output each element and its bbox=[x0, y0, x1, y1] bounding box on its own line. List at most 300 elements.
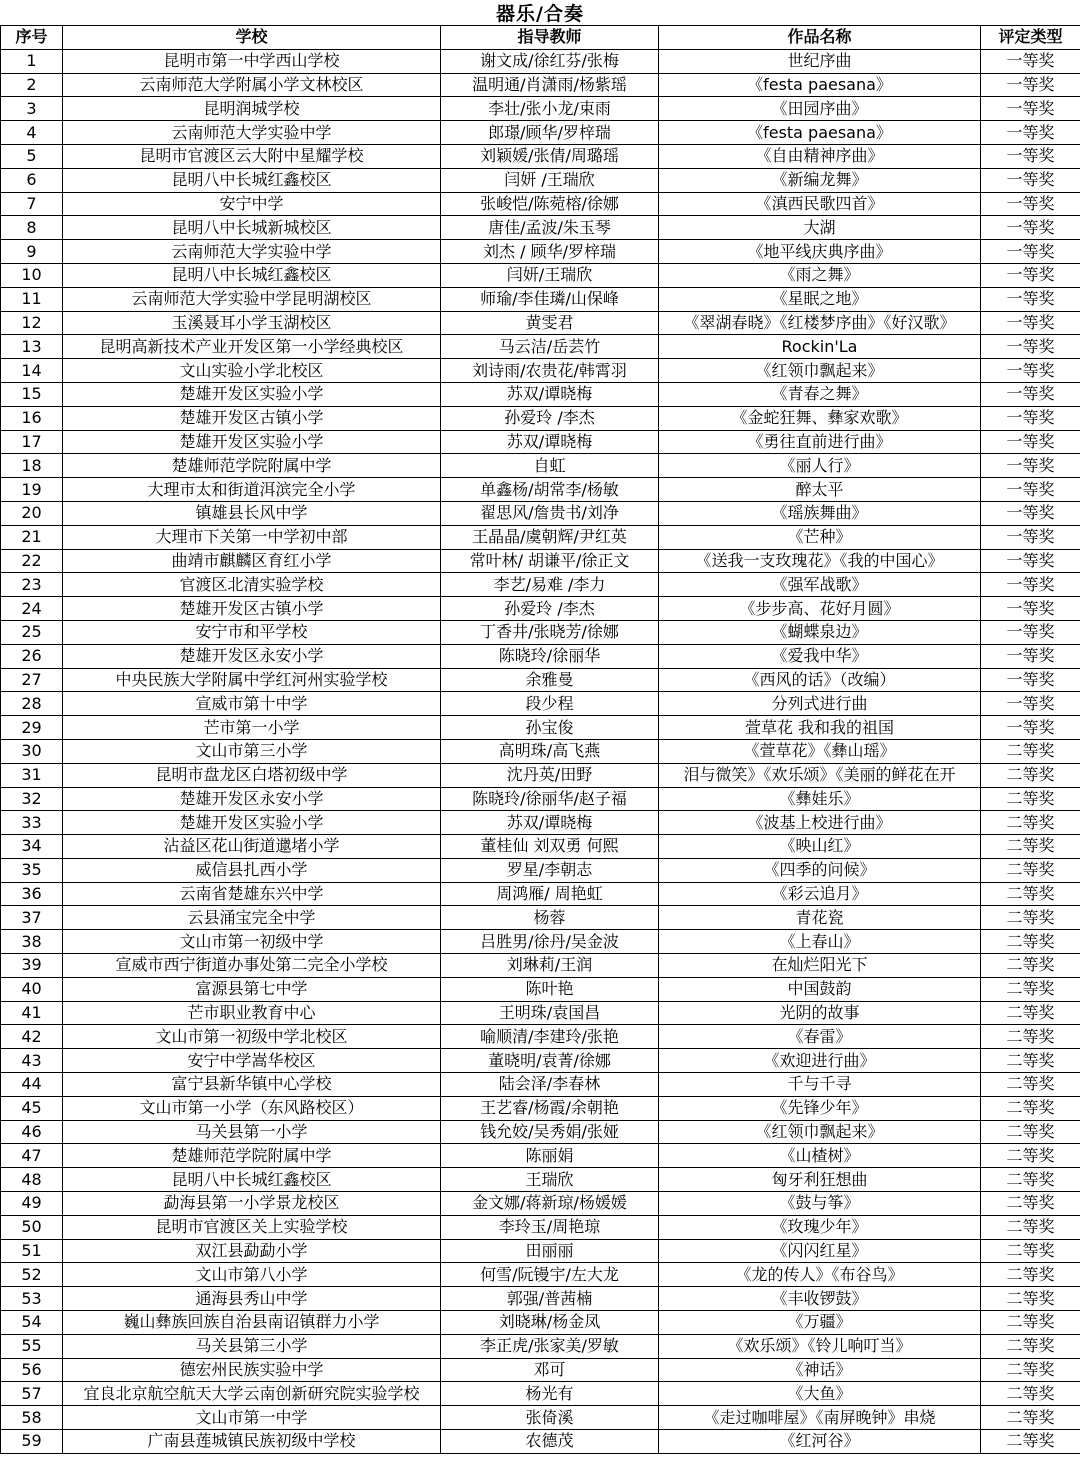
cell-work-title: 《星眠之地》 bbox=[659, 287, 981, 311]
cell-index: 40 bbox=[1, 977, 63, 1001]
cell-index: 6 bbox=[1, 168, 63, 192]
cell-index: 45 bbox=[1, 1096, 63, 1120]
table-row bbox=[1, 216, 1080, 240]
cell-teachers: 陈丽娟 bbox=[441, 1144, 659, 1168]
cell-work-title: 分列式进行曲 bbox=[659, 692, 981, 716]
cell-award: 一等奖 bbox=[981, 549, 1080, 573]
cell-index: 1 bbox=[1, 49, 63, 73]
cell-school: 官渡区北清实验学校 bbox=[63, 573, 441, 597]
cell-work-title: Rockin'La bbox=[659, 335, 981, 359]
cell-school: 昆明八中长城红鑫校区 bbox=[63, 1168, 441, 1192]
cell-award: 一等奖 bbox=[981, 620, 1080, 644]
cell-teachers: 李艺/易难 /李力 bbox=[441, 573, 659, 597]
cell-school: 威信县扎西小学 bbox=[63, 858, 441, 882]
cell-teachers: 张倚溪 bbox=[441, 1406, 659, 1430]
cell-teachers: 高明珠/高飞燕 bbox=[441, 739, 659, 763]
cell-school: 广南县莲城镇民族初级中学校 bbox=[63, 1430, 441, 1454]
table-row bbox=[1, 620, 1080, 644]
cell-index: 11 bbox=[1, 287, 63, 311]
cell-award: 一等奖 bbox=[981, 168, 1080, 192]
table-row bbox=[1, 192, 1080, 216]
table-row bbox=[1, 430, 1080, 454]
cell-index: 54 bbox=[1, 1311, 63, 1335]
cell-index: 49 bbox=[1, 1192, 63, 1216]
cell-school: 中央民族大学附属中学红河州实验学校 bbox=[63, 668, 441, 692]
cell-teachers: 农德茂 bbox=[441, 1430, 659, 1454]
cell-teachers: 余雅曼 bbox=[441, 668, 659, 692]
cell-school: 云南师范大学实验中学 bbox=[63, 240, 441, 264]
cell-award: 一等奖 bbox=[981, 192, 1080, 216]
cell-index: 51 bbox=[1, 1239, 63, 1263]
cell-school: 安宁市和平学校 bbox=[63, 620, 441, 644]
cell-work-title: 光阴的故事 bbox=[659, 1001, 981, 1025]
cell-award: 一等奖 bbox=[981, 406, 1080, 430]
cell-index: 50 bbox=[1, 1215, 63, 1239]
cell-work-title: 《鼓与筝》 bbox=[659, 1192, 981, 1216]
cell-index: 15 bbox=[1, 382, 63, 406]
cell-award: 二等奖 bbox=[981, 1430, 1080, 1454]
cell-index: 4 bbox=[1, 121, 63, 145]
cell-index: 58 bbox=[1, 1406, 63, 1430]
cell-work-title: 《欢乐颂》《铃儿响叮当》 bbox=[659, 1334, 981, 1358]
cell-work-title: 《丽人行》 bbox=[659, 454, 981, 478]
cell-index: 9 bbox=[1, 240, 63, 264]
cell-award: 一等奖 bbox=[981, 121, 1080, 145]
table-row bbox=[1, 335, 1080, 359]
cell-teachers: 陆会泽/李春林 bbox=[441, 1073, 659, 1097]
table-row bbox=[1, 311, 1080, 335]
table-body bbox=[1, 49, 1080, 1453]
cell-index: 46 bbox=[1, 1120, 63, 1144]
table-row bbox=[1, 1239, 1080, 1263]
cell-teachers: 王艺睿/杨霞/余朝艳 bbox=[441, 1096, 659, 1120]
cell-teachers: 刘杰 / 顾华/罗梓瑞 bbox=[441, 240, 659, 264]
cell-school: 通海县秀山中学 bbox=[63, 1287, 441, 1311]
cell-award: 一等奖 bbox=[981, 240, 1080, 264]
cell-teachers: 翟思风/詹贵书/刘净 bbox=[441, 501, 659, 525]
table-row bbox=[1, 954, 1080, 978]
cell-award: 一等奖 bbox=[981, 668, 1080, 692]
cell-index: 24 bbox=[1, 597, 63, 621]
cell-index: 56 bbox=[1, 1358, 63, 1382]
cell-work-title: 《先锋少年》 bbox=[659, 1096, 981, 1120]
cell-school: 昆明市官渡区关上实验学校 bbox=[63, 1215, 441, 1239]
cell-teachers: 王瑞欣 bbox=[441, 1168, 659, 1192]
cell-index: 42 bbox=[1, 1025, 63, 1049]
cell-work-title: 《蝴蝶泉边》 bbox=[659, 620, 981, 644]
cell-award: 一等奖 bbox=[981, 216, 1080, 240]
cell-teachers: 苏双/谭晓梅 bbox=[441, 382, 659, 406]
table-row bbox=[1, 1358, 1080, 1382]
cell-award: 二等奖 bbox=[981, 882, 1080, 906]
table-row bbox=[1, 763, 1080, 787]
cell-award: 一等奖 bbox=[981, 573, 1080, 597]
table-row bbox=[1, 549, 1080, 573]
cell-work-title: 《强军战歌》 bbox=[659, 573, 981, 597]
cell-index: 13 bbox=[1, 335, 63, 359]
table-row bbox=[1, 716, 1080, 740]
table-row bbox=[1, 1382, 1080, 1406]
cell-index: 43 bbox=[1, 1049, 63, 1073]
cell-index: 22 bbox=[1, 549, 63, 573]
cell-work-title: 《红河谷》 bbox=[659, 1430, 981, 1454]
cell-work-title: 《映山红》 bbox=[659, 835, 981, 859]
cell-work-title: 《地平线庆典序曲》 bbox=[659, 240, 981, 264]
cell-work-title: 《春雷》 bbox=[659, 1025, 981, 1049]
table-row bbox=[1, 97, 1080, 121]
cell-award: 一等奖 bbox=[981, 97, 1080, 121]
cell-award: 二等奖 bbox=[981, 1073, 1080, 1097]
table-row bbox=[1, 668, 1080, 692]
cell-index: 8 bbox=[1, 216, 63, 240]
cell-work-title: 大湖 bbox=[659, 216, 981, 240]
table-row bbox=[1, 501, 1080, 525]
cell-award: 二等奖 bbox=[981, 1311, 1080, 1335]
cell-school: 云南师范大学实验中学 bbox=[63, 121, 441, 145]
table-row bbox=[1, 525, 1080, 549]
cell-work-title: 《萱草花》《彝山瑶》 bbox=[659, 739, 981, 763]
cell-work-title: 《勇往直前进行曲》 bbox=[659, 430, 981, 454]
table-row bbox=[1, 1001, 1080, 1025]
cell-award: 一等奖 bbox=[981, 335, 1080, 359]
cell-school: 楚雄开发区实验小学 bbox=[63, 430, 441, 454]
cell-index: 21 bbox=[1, 525, 63, 549]
cell-teachers: 孙爱玲 /李杰 bbox=[441, 597, 659, 621]
cell-work-title: 《自由精神序曲》 bbox=[659, 144, 981, 168]
cell-work-title: 《送我一支玫瑰花》《我的中国心》 bbox=[659, 549, 981, 573]
table-row bbox=[1, 263, 1080, 287]
cell-award: 二等奖 bbox=[981, 1287, 1080, 1311]
table-row bbox=[1, 1192, 1080, 1216]
cell-work-title: 《上春山》 bbox=[659, 930, 981, 954]
cell-index: 30 bbox=[1, 739, 63, 763]
cell-award: 一等奖 bbox=[981, 263, 1080, 287]
cell-teachers: 黄雯君 bbox=[441, 311, 659, 335]
cell-index: 41 bbox=[1, 1001, 63, 1025]
table-row bbox=[1, 359, 1080, 383]
cell-index: 38 bbox=[1, 930, 63, 954]
cell-work-title: 《雨之舞》 bbox=[659, 263, 981, 287]
table-row bbox=[1, 1263, 1080, 1287]
cell-work-title: 《红领巾飘起来》 bbox=[659, 1120, 981, 1144]
cell-award: 二等奖 bbox=[981, 1358, 1080, 1382]
cell-work-title: 《爱我中华》 bbox=[659, 644, 981, 668]
cell-school: 昆明市第一中学西山学校 bbox=[63, 49, 441, 73]
cell-work-title: 《红领巾飘起来》 bbox=[659, 359, 981, 383]
cell-teachers: 陈晓玲/徐丽华 bbox=[441, 644, 659, 668]
cell-school: 安宁中学嵩华校区 bbox=[63, 1049, 441, 1073]
cell-work-title: 《彝娃乐》 bbox=[659, 787, 981, 811]
table-row bbox=[1, 240, 1080, 264]
cell-school: 云南省楚雄东兴中学 bbox=[63, 882, 441, 906]
table-row bbox=[1, 597, 1080, 621]
table-row bbox=[1, 1025, 1080, 1049]
cell-award: 一等奖 bbox=[981, 501, 1080, 525]
table-row bbox=[1, 1334, 1080, 1358]
cell-teachers: 金文娜/蒋新琼/杨媛媛 bbox=[441, 1192, 659, 1216]
cell-index: 37 bbox=[1, 906, 63, 930]
table-row bbox=[1, 73, 1080, 97]
cell-work-title: 《玫瑰少年》 bbox=[659, 1215, 981, 1239]
cell-teachers: 何雪/阮镘宇/左大龙 bbox=[441, 1263, 659, 1287]
cell-teachers: 刘琳莉/王润 bbox=[441, 954, 659, 978]
cell-work-title: 《青春之舞》 bbox=[659, 382, 981, 406]
cell-work-title: 《滇西民歌四首》 bbox=[659, 192, 981, 216]
cell-teachers: 郭强/普茜楠 bbox=[441, 1287, 659, 1311]
cell-award: 二等奖 bbox=[981, 763, 1080, 787]
cell-award: 二等奖 bbox=[981, 811, 1080, 835]
cell-index: 27 bbox=[1, 668, 63, 692]
cell-index: 59 bbox=[1, 1430, 63, 1454]
cell-award: 二等奖 bbox=[981, 1263, 1080, 1287]
cell-award: 二等奖 bbox=[981, 1382, 1080, 1406]
cell-school: 文山市第一初级中学北校区 bbox=[63, 1025, 441, 1049]
cell-teachers: 苏双/谭晓梅 bbox=[441, 811, 659, 835]
table-row bbox=[1, 906, 1080, 930]
table-row bbox=[1, 1120, 1080, 1144]
cell-teachers: 沈丹英/田野 bbox=[441, 763, 659, 787]
cell-school: 文山市第一中学 bbox=[63, 1406, 441, 1430]
cell-teachers: 喻顺清/李建玲/张艳 bbox=[441, 1025, 659, 1049]
table-row bbox=[1, 1049, 1080, 1073]
table-row bbox=[1, 1144, 1080, 1168]
table-row bbox=[1, 858, 1080, 882]
cell-school: 楚雄开发区古镇小学 bbox=[63, 597, 441, 621]
table-row bbox=[1, 478, 1080, 502]
cell-school: 芒市第一小学 bbox=[63, 716, 441, 740]
cell-work-title: 萱草花 我和我的祖国 bbox=[659, 716, 981, 740]
cell-work-title: 醉太平 bbox=[659, 478, 981, 502]
cell-school: 昆明高新技术产业开发区第一小学经典校区 bbox=[63, 335, 441, 359]
table-row bbox=[1, 1311, 1080, 1335]
cell-work-title: 青花瓷 bbox=[659, 906, 981, 930]
cell-school: 昆明八中长城新城校区 bbox=[63, 216, 441, 240]
cell-work-title: 《金蛇狂舞、彝家欢歌》 bbox=[659, 406, 981, 430]
cell-award: 一等奖 bbox=[981, 73, 1080, 97]
cell-index: 26 bbox=[1, 644, 63, 668]
cell-school: 沾益区花山街道邋堵小学 bbox=[63, 835, 441, 859]
cell-work-title: 《西风的话》（改编） bbox=[659, 668, 981, 692]
cell-school: 宜良北京航空航天大学云南创新研究院实验学校 bbox=[63, 1382, 441, 1406]
cell-teachers: 董晓明/袁菁/徐娜 bbox=[441, 1049, 659, 1073]
cell-work-title: 泪与微笑》《欢乐颂》《美丽的鲜花在开 bbox=[659, 763, 981, 787]
cell-teachers: 钱允姣/吴秀娟/张娅 bbox=[441, 1120, 659, 1144]
cell-work-title: 世纪序曲 bbox=[659, 49, 981, 73]
cell-teachers: 邓可 bbox=[441, 1358, 659, 1382]
cell-award: 一等奖 bbox=[981, 144, 1080, 168]
cell-school: 楚雄开发区永安小学 bbox=[63, 787, 441, 811]
table-row bbox=[1, 573, 1080, 597]
cell-school: 云南师范大学实验中学昆明湖校区 bbox=[63, 287, 441, 311]
cell-teachers: 周鸿雁/ 周艳虹 bbox=[441, 882, 659, 906]
cell-school: 文山市第一初级中学 bbox=[63, 930, 441, 954]
cell-index: 10 bbox=[1, 263, 63, 287]
cell-teachers: 吕胜男/徐丹/吴金波 bbox=[441, 930, 659, 954]
cell-work-title: 《翠湖春晓》《红楼梦序曲》《好汉歌》 bbox=[659, 311, 981, 335]
cell-index: 55 bbox=[1, 1334, 63, 1358]
cell-index: 31 bbox=[1, 763, 63, 787]
table-row bbox=[1, 1096, 1080, 1120]
table-row bbox=[1, 1073, 1080, 1097]
cell-index: 36 bbox=[1, 882, 63, 906]
cell-work-title: 《四季的问候》 bbox=[659, 858, 981, 882]
cell-award: 二等奖 bbox=[981, 835, 1080, 859]
cell-work-title: 《丰收锣鼓》 bbox=[659, 1287, 981, 1311]
table-row bbox=[1, 644, 1080, 668]
cell-award: 一等奖 bbox=[981, 716, 1080, 740]
table-row bbox=[1, 1287, 1080, 1311]
cell-award: 二等奖 bbox=[981, 1168, 1080, 1192]
cell-award: 二等奖 bbox=[981, 906, 1080, 930]
cell-teachers: 田丽丽 bbox=[441, 1239, 659, 1263]
cell-teachers: 陈晓玲/徐丽华/赵子福 bbox=[441, 787, 659, 811]
cell-index: 18 bbox=[1, 454, 63, 478]
cell-work-title: 《步步高、花好月圆》 bbox=[659, 597, 981, 621]
cell-index: 47 bbox=[1, 1144, 63, 1168]
cell-index: 14 bbox=[1, 359, 63, 383]
cell-teachers: 王明珠/袁国昌 bbox=[441, 1001, 659, 1025]
cell-teachers: 丁香井/张晓芳/徐娜 bbox=[441, 620, 659, 644]
cell-index: 7 bbox=[1, 192, 63, 216]
cell-index: 12 bbox=[1, 311, 63, 335]
header-row bbox=[1, 26, 1080, 50]
cell-school: 双江县勐勐小学 bbox=[63, 1239, 441, 1263]
cell-school: 文山市第一小学（东风路校区） bbox=[63, 1096, 441, 1120]
cell-award: 一等奖 bbox=[981, 692, 1080, 716]
cell-school: 镇雄县长风中学 bbox=[63, 501, 441, 525]
cell-teachers: 张峻恺/陈菀榕/徐娜 bbox=[441, 192, 659, 216]
cell-work-title: 《神话》 bbox=[659, 1358, 981, 1382]
cell-index: 52 bbox=[1, 1263, 63, 1287]
cell-school: 楚雄开发区永安小学 bbox=[63, 644, 441, 668]
cell-award: 一等奖 bbox=[981, 359, 1080, 383]
cell-award: 二等奖 bbox=[981, 1049, 1080, 1073]
cell-school: 文山市第三小学 bbox=[63, 739, 441, 763]
cell-award: 二等奖 bbox=[981, 1239, 1080, 1263]
cell-teachers: 谢文成/徐红芬/张梅 bbox=[441, 49, 659, 73]
cell-index: 23 bbox=[1, 573, 63, 597]
cell-teachers: 王晶晶/虞朝辉/尹红英 bbox=[441, 525, 659, 549]
cell-school: 楚雄开发区实验小学 bbox=[63, 811, 441, 835]
cell-index: 28 bbox=[1, 692, 63, 716]
header-school: 学校 bbox=[63, 26, 441, 50]
cell-teachers: 刘颖媛/张倩/周璐瑶 bbox=[441, 144, 659, 168]
cell-index: 2 bbox=[1, 73, 63, 97]
cell-award: 二等奖 bbox=[981, 1096, 1080, 1120]
cell-index: 35 bbox=[1, 858, 63, 882]
cell-school: 芒市职业教育中心 bbox=[63, 1001, 441, 1025]
cell-teachers: 温明通/肖潇雨/杨紫瑶 bbox=[441, 73, 659, 97]
cell-work-title: 《闪闪红星》 bbox=[659, 1239, 981, 1263]
cell-school: 昆明八中长城红鑫校区 bbox=[63, 168, 441, 192]
cell-award: 二等奖 bbox=[981, 1025, 1080, 1049]
cell-index: 5 bbox=[1, 144, 63, 168]
cell-teachers: 罗星/李朝志 bbox=[441, 858, 659, 882]
header-teachers: 指导教师 bbox=[441, 26, 659, 50]
cell-work-title: 《festa paesana》 bbox=[659, 73, 981, 97]
cell-school: 楚雄师范学院附属中学 bbox=[63, 1144, 441, 1168]
cell-award: 一等奖 bbox=[981, 287, 1080, 311]
table-row bbox=[1, 1168, 1080, 1192]
cell-school: 云县涌宝完全中学 bbox=[63, 906, 441, 930]
cell-work-title: 《走过咖啡屋》《南屏晚钟》串烧 bbox=[659, 1406, 981, 1430]
cell-index: 57 bbox=[1, 1382, 63, 1406]
cell-index: 20 bbox=[1, 501, 63, 525]
cell-index: 44 bbox=[1, 1073, 63, 1097]
cell-teachers: 李玲玉/周艳琼 bbox=[441, 1215, 659, 1239]
cell-award: 一等奖 bbox=[981, 525, 1080, 549]
cell-teachers: 杨蓉 bbox=[441, 906, 659, 930]
table-row bbox=[1, 739, 1080, 763]
cell-teachers: 师瑜/李佳璘/山保峰 bbox=[441, 287, 659, 311]
cell-award: 二等奖 bbox=[981, 977, 1080, 1001]
cell-award: 二等奖 bbox=[981, 954, 1080, 978]
cell-school: 昆明市官渡区云大附中星耀学校 bbox=[63, 144, 441, 168]
cell-school: 楚雄开发区古镇小学 bbox=[63, 406, 441, 430]
cell-index: 25 bbox=[1, 620, 63, 644]
cell-award: 一等奖 bbox=[981, 644, 1080, 668]
cell-teachers: 唐佳/孟波/朱玉琴 bbox=[441, 216, 659, 240]
cell-award: 一等奖 bbox=[981, 49, 1080, 73]
cell-award: 二等奖 bbox=[981, 787, 1080, 811]
cell-award: 一等奖 bbox=[981, 597, 1080, 621]
cell-work-title: 《万疆》 bbox=[659, 1311, 981, 1335]
cell-index: 33 bbox=[1, 811, 63, 835]
cell-school: 昆明市盘龙区白塔初级中学 bbox=[63, 763, 441, 787]
cell-index: 48 bbox=[1, 1168, 63, 1192]
cell-work-title: 在灿烂阳光下 bbox=[659, 954, 981, 978]
cell-teachers: 苏双/谭晓梅 bbox=[441, 430, 659, 454]
table-row bbox=[1, 144, 1080, 168]
cell-work-title: 《彩云追月》 bbox=[659, 882, 981, 906]
cell-work-title: 《田园序曲》 bbox=[659, 97, 981, 121]
cell-award: 一等奖 bbox=[981, 430, 1080, 454]
table-row bbox=[1, 977, 1080, 1001]
cell-index: 17 bbox=[1, 430, 63, 454]
cell-teachers: 刘诗雨/农贵花/韩霄羽 bbox=[441, 359, 659, 383]
table-row bbox=[1, 1215, 1080, 1239]
cell-teachers: 闫妍 /王瑞欣 bbox=[441, 168, 659, 192]
cell-school: 大理市下关第一中学初中部 bbox=[63, 525, 441, 549]
cell-index: 34 bbox=[1, 835, 63, 859]
table-row bbox=[1, 49, 1080, 73]
cell-teachers: 陈叶艳 bbox=[441, 977, 659, 1001]
cell-teachers: 段少程 bbox=[441, 692, 659, 716]
table-row bbox=[1, 121, 1080, 145]
header-award: 评定类型 bbox=[981, 26, 1080, 50]
cell-work-title: 《新编龙舞》 bbox=[659, 168, 981, 192]
cell-school: 文山实验小学北校区 bbox=[63, 359, 441, 383]
cell-teachers: 马云洁/岳芸竹 bbox=[441, 335, 659, 359]
table-row bbox=[1, 1406, 1080, 1430]
cell-award: 二等奖 bbox=[981, 1001, 1080, 1025]
table-row bbox=[1, 287, 1080, 311]
cell-school: 安宁中学 bbox=[63, 192, 441, 216]
table-row bbox=[1, 930, 1080, 954]
table-row bbox=[1, 382, 1080, 406]
cell-work-title: 《龙的传人》《布谷鸟》 bbox=[659, 1263, 981, 1287]
cell-school: 云南师范大学附属小学文林校区 bbox=[63, 73, 441, 97]
cell-school: 德宏州民族实验中学 bbox=[63, 1358, 441, 1382]
header-index: 序号 bbox=[1, 26, 63, 50]
cell-work-title: 《波基上校进行曲》 bbox=[659, 811, 981, 835]
cell-index: 29 bbox=[1, 716, 63, 740]
cell-teachers: 孙宝俊 bbox=[441, 716, 659, 740]
cell-school: 宣威市第十中学 bbox=[63, 692, 441, 716]
cell-award: 一等奖 bbox=[981, 478, 1080, 502]
cell-school: 勐海县第一小学景龙校区 bbox=[63, 1192, 441, 1216]
awards-table bbox=[0, 25, 1080, 1454]
